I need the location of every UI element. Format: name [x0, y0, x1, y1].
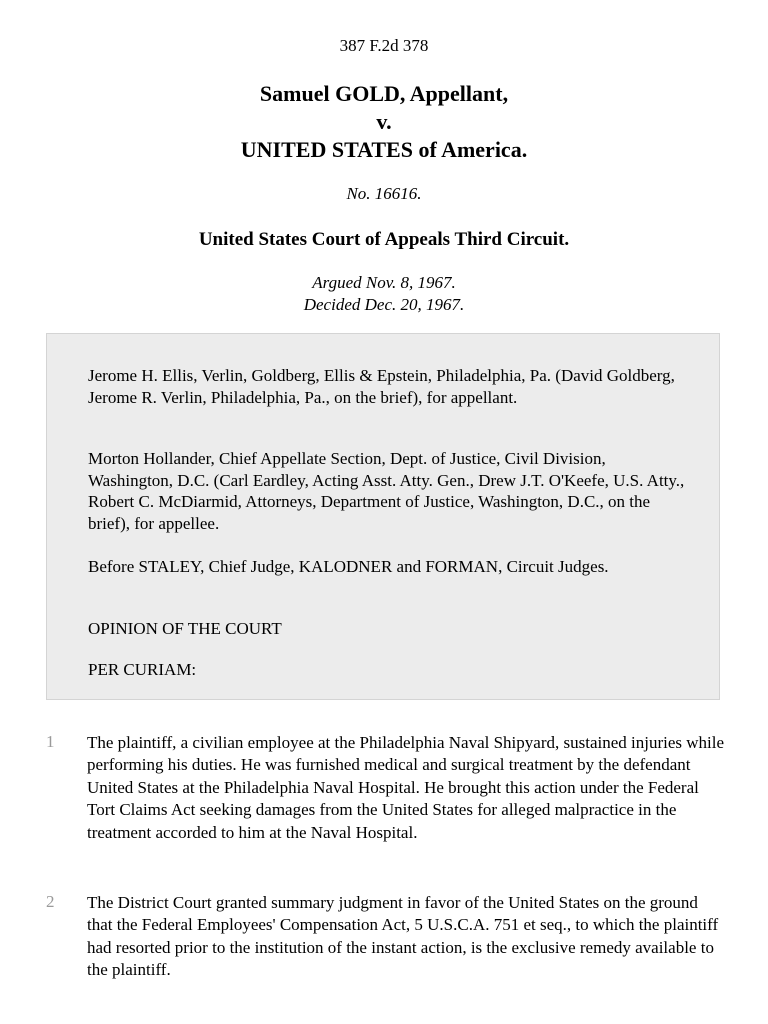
caption-appellee: UNITED STATES of America.: [240, 137, 528, 162]
appellee-counsel: Morton Hollander, Chief Appellate Section, Dept. of Justice, Civil Division, Washington, D.C. (Carl Eardley, Acting Asst. Atty. Gen., Drew J.T. O'Keefe, U.S. Atty., Robert C. McDiarmid, Attorneys, Department of Justice, Washington, D.C., on the brief), for appellee.: [88, 449, 685, 533]
decided-date: Decided Dec. 20, 1967.: [303, 295, 465, 314]
argued-date: Argued Nov. 8, 1967.: [312, 273, 456, 292]
per-curiam-label: PER CURIAM:: [88, 660, 197, 679]
caption-appellant: Samuel GOLD, Appellant,: [259, 81, 509, 106]
court-name: United States Court of Appeals Third Circuit.: [198, 229, 570, 250]
docket-number: No. 16616.: [346, 184, 422, 203]
caption-versus: v.: [376, 109, 392, 134]
opinion-heading: OPINION OF THE COURT: [88, 619, 282, 638]
paragraph-text: The District Court granted summary judgment in favor of the United States on the ground that the Federal Employees' Compensation Act, 5 U.S.C.A. 751 et seq., to which the plaintiff had resorted prior to the institution of the instant action, is the exclusive remedy available to the plaintiff.: [87, 893, 719, 980]
counsel-panel: [46, 333, 720, 700]
case-citation: 387 F.2d 378: [339, 36, 429, 55]
case-dates: [0, 272, 768, 316]
paragraph-number: 2: [46, 892, 55, 911]
case-caption: [0, 80, 768, 164]
appellant-counsel: Jerome H. Ellis, Verlin, Goldberg, Ellis & Epstein, Philadelphia, Pa. (David Goldberg, Jerome R. Verlin, Philadelphia, Pa., on the brief), for appellant.: [88, 366, 675, 407]
paragraph-text: The plaintiff, a civilian employee at the Philadelphia Naval Shipyard, sustained injuries while performing his duties. He was furnished medical and surgical treatment by the defendant United States at the Philadelphia Naval Hospital. He brought this action under the Federal Tort Claims Act seeking damages from the United States for alleged malpractice in the treatment accorded to him at the Naval Hospital.: [87, 733, 725, 842]
judges-panel: Before STALEY, Chief Judge, KALODNER and FORMAN, Circuit Judges.: [88, 557, 609, 576]
paragraph-number: 1: [46, 732, 55, 751]
